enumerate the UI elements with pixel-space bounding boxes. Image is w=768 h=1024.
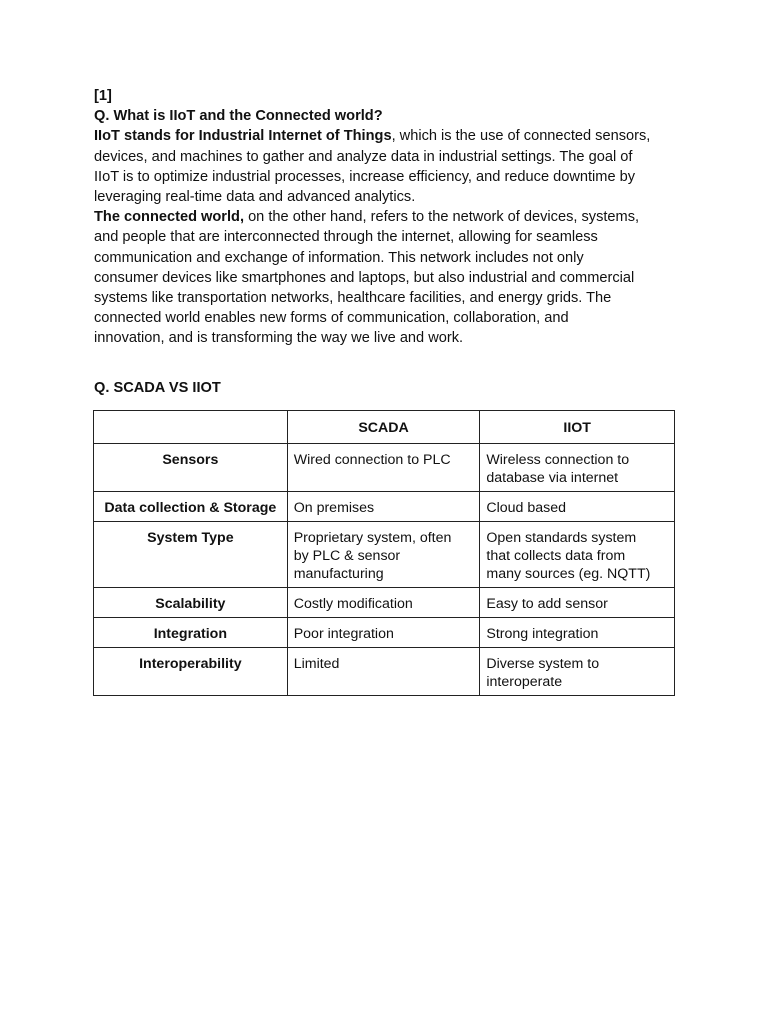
iiot-definition-lead: IIoT stands for Industrial Internet of Things — [94, 128, 392, 145]
paragraph-line: consumer devices like smartphones and laptops, but also industrial and commercial — [94, 269, 635, 286]
row-label-cell: System Type — [94, 522, 288, 588]
question-scada-vs-iiot: Q. SCADA VS IIOT — [94, 379, 221, 396]
cell-line: Strong integration — [486, 626, 599, 642]
cell-line: Easy to add sensor — [486, 596, 608, 612]
scada-cell — [287, 522, 480, 588]
paragraph-line — [94, 126, 684, 146]
paragraph-line: communication and exchange of information. This network includes not only — [94, 249, 584, 266]
scada-cell — [287, 648, 480, 696]
row-label-cell: Interoperability — [94, 648, 288, 696]
table-header-cell: IIOT — [480, 411, 675, 444]
cell-line: Open standards system — [486, 530, 637, 546]
paragraph-line: leveraging real-time data and advanced analytics. — [94, 189, 416, 206]
cell-line: database via internet — [486, 470, 619, 486]
table-row — [94, 648, 675, 696]
paragraph-line: connected world enables new forms of communication, collaboration, and — [94, 310, 569, 327]
table-header-cell — [94, 411, 288, 444]
paragraph-line: IIoT is to optimize industrial processes, increase efficiency, and reduce downtime by — [94, 168, 636, 185]
question-iiot-connected-world: Q. What is IIoT and the Connected world? — [94, 108, 383, 125]
cell-line: that collects data from — [486, 548, 626, 564]
table-header-cell: SCADA — [287, 411, 480, 444]
cell-line: by PLC & sensor — [293, 548, 401, 564]
cell-line: Cloud based — [486, 500, 567, 516]
iiot-definition-paragraph — [94, 126, 684, 207]
paragraph-text: on the other hand, refers to the network of devices, systems, — [244, 209, 640, 226]
cell-line: interoperate — [486, 674, 563, 690]
cell-line: On premises — [293, 500, 375, 516]
cell-line: Poor integration — [293, 626, 394, 642]
iiot-cell — [480, 492, 675, 522]
scada-vs-iiot-table — [93, 410, 675, 696]
scada-cell — [287, 444, 480, 492]
cell-line: many sources (eg. NQTT) — [486, 566, 651, 582]
scada-cell — [287, 618, 480, 648]
row-label-cell: Data collection & Storage — [94, 492, 288, 522]
iiot-cell — [480, 618, 675, 648]
row-label-cell: Sensors — [94, 444, 288, 492]
cell-line: Limited — [293, 656, 340, 672]
iiot-cell — [480, 648, 675, 696]
cell-line: manufacturing — [293, 566, 384, 582]
row-label-cell: Integration — [94, 618, 288, 648]
cell-line: Diverse system to — [486, 656, 600, 672]
paragraph-line: systems like transportation networks, healthcare facilities, and energy grids. The — [94, 290, 612, 307]
iiot-cell — [480, 522, 675, 588]
scada-cell — [287, 492, 480, 522]
table-body — [94, 444, 675, 696]
document-body — [94, 86, 684, 398]
cell-line: Wired connection to PLC — [293, 452, 451, 468]
cell-line: Costly modification — [293, 596, 413, 612]
iiot-cell — [480, 588, 675, 618]
connected-world-paragraph — [94, 207, 684, 348]
table-row — [94, 492, 675, 522]
paragraph-line: and people that are interconnected through the internet, allowing for seamless — [94, 229, 598, 246]
table-row — [94, 444, 675, 492]
table-header-row — [94, 411, 675, 444]
section-number: [1] — [94, 88, 112, 104]
iiot-cell — [480, 444, 675, 492]
paragraph-line: innovation, and is transforming the way we live and work. — [94, 330, 464, 347]
connected-world-lead: The connected world, — [94, 209, 245, 226]
table-row — [94, 618, 675, 648]
paragraph-line — [94, 207, 684, 227]
table-row — [94, 588, 675, 618]
cell-line: Wireless connection to — [486, 452, 630, 468]
paragraph-line: devices, and machines to gather and analyze data in industrial settings. The goal of — [94, 148, 633, 165]
row-label-cell: Scalability — [94, 588, 288, 618]
table-row — [94, 522, 675, 588]
cell-line: Proprietary system, often — [293, 530, 452, 546]
scada-cell — [287, 588, 480, 618]
paragraph-text: , which is the use of connected sensors, — [391, 128, 651, 145]
